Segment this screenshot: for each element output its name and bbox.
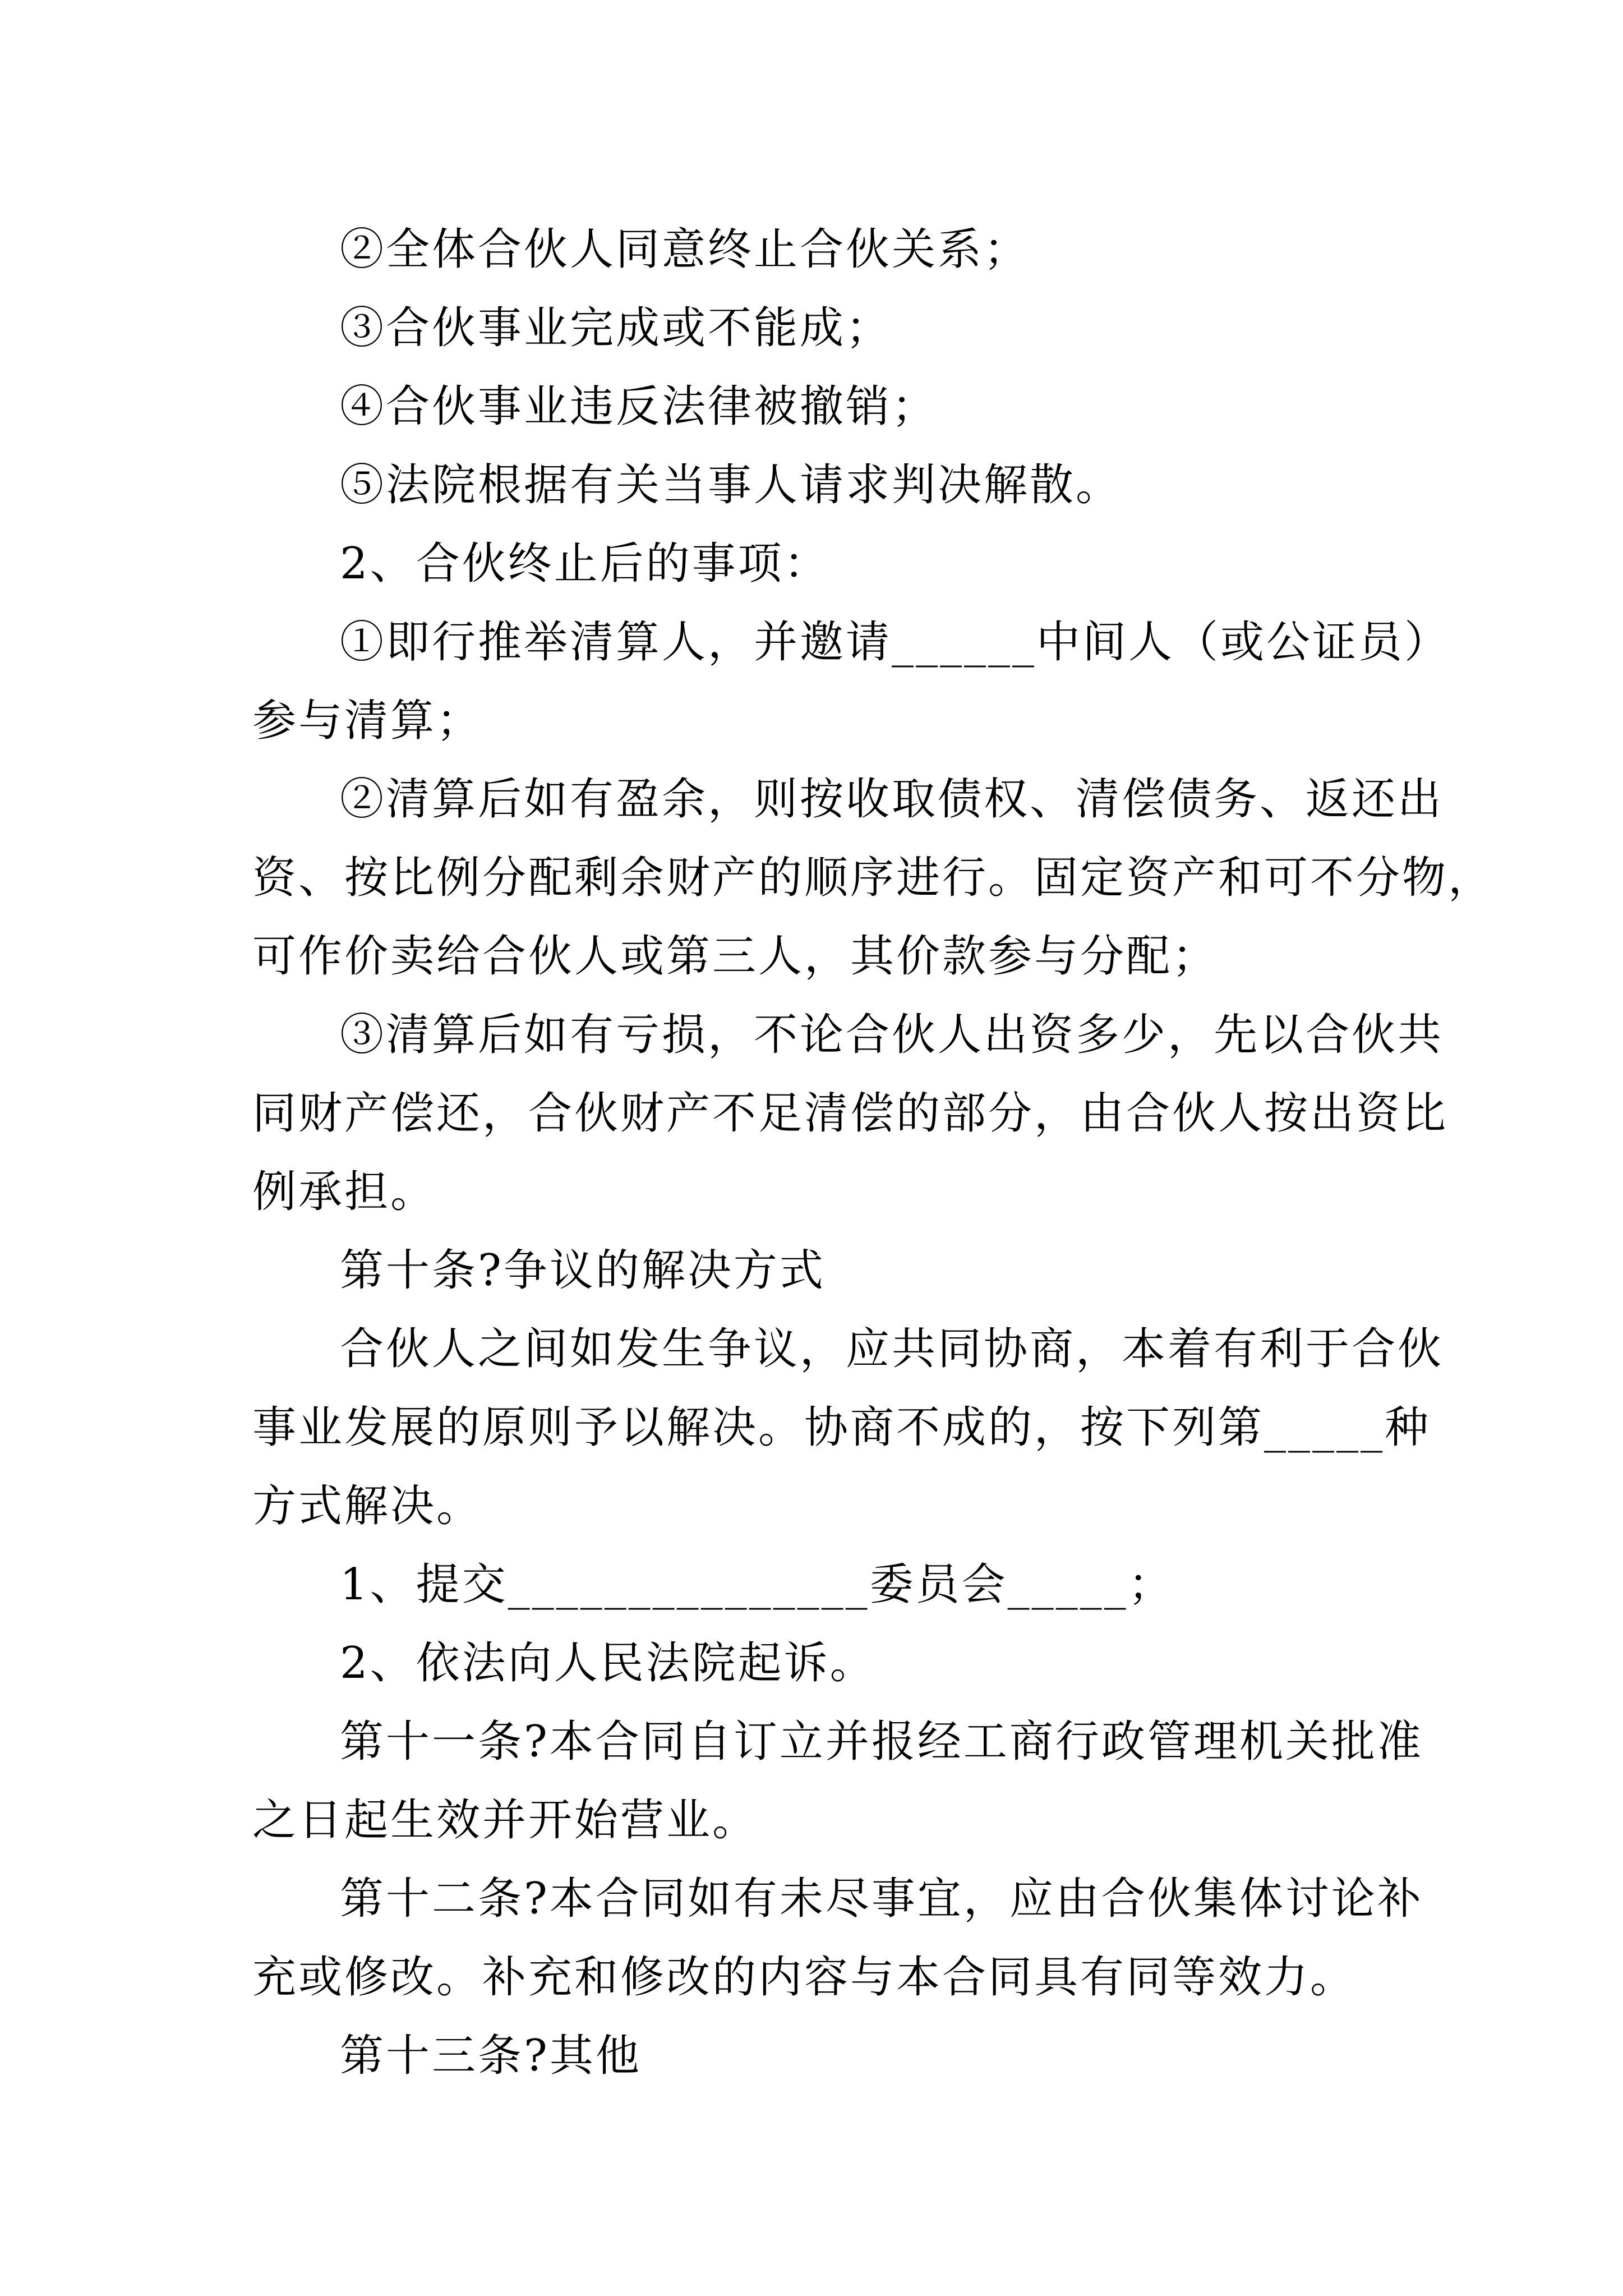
section-heading: 第十条?争议的解决方式 [340,1245,826,1296]
text-line: 2、依法向人民法院起诉。 [340,1638,876,1688]
document-body [252,210,1495,2095]
text-line: 可作价卖给合伙人或第三人，其价款参与分配； [252,931,1219,982]
section-heading: 第十二条?本合同如有未尽事宜，应由合伙集体讨论补 [340,1874,1423,1924]
text-line: 之日起生效并开始营业。 [252,1795,759,1846]
text-line: 事业发展的原则予以解决。协商不成的，按下列第_____种 [252,1402,1431,1453]
text-line: ②全体合伙人同意终止合伙关系； [340,224,1030,275]
text-line: 参与清算； [252,696,483,746]
text-line: 同财产偿还，合伙财产不足清偿的部分，由合伙人按出资比 [252,1088,1449,1139]
text-line: ⑤法院根据有关当事人请求判决解散。 [340,460,1122,510]
text-line: 2、合伙终止后的事项： [340,539,830,589]
text-line: ①即行推举清算人，并邀请______中间人（或公证员） [340,617,1451,668]
text-line: 合伙人之间如发生争议，应共同协商，本着有利于合伙 [340,1324,1444,1374]
text-line: ③合伙事业完成或不能成； [340,303,892,353]
section-heading: 第十三条?其他 [340,2031,642,2081]
text-line: 方式解决。 [252,1481,483,1531]
text-line: ④合伙事业违反法律被撤销； [340,381,938,432]
text-line: ③清算后如有亏损，不论合伙人出资多少，先以合伙共 [340,1010,1444,1060]
text-line: 充或修改。补充和修改的内容与本合同具有同等效力。 [252,1952,1357,2003]
text-line: 资、按比例分配剩余财产的顺序进行。固定资产和可不分物， [252,853,1495,903]
text-line: 1、提交_______________委员会_____； [340,1559,1174,1610]
text-line: 例承担。 [252,1167,437,1217]
text-line: ②清算后如有盈余，则按收取债权、清偿债务、返还出 [340,774,1444,825]
section-heading: 第十一条?本合同自订立并报经工商行政管理机关批准 [340,1717,1423,1767]
